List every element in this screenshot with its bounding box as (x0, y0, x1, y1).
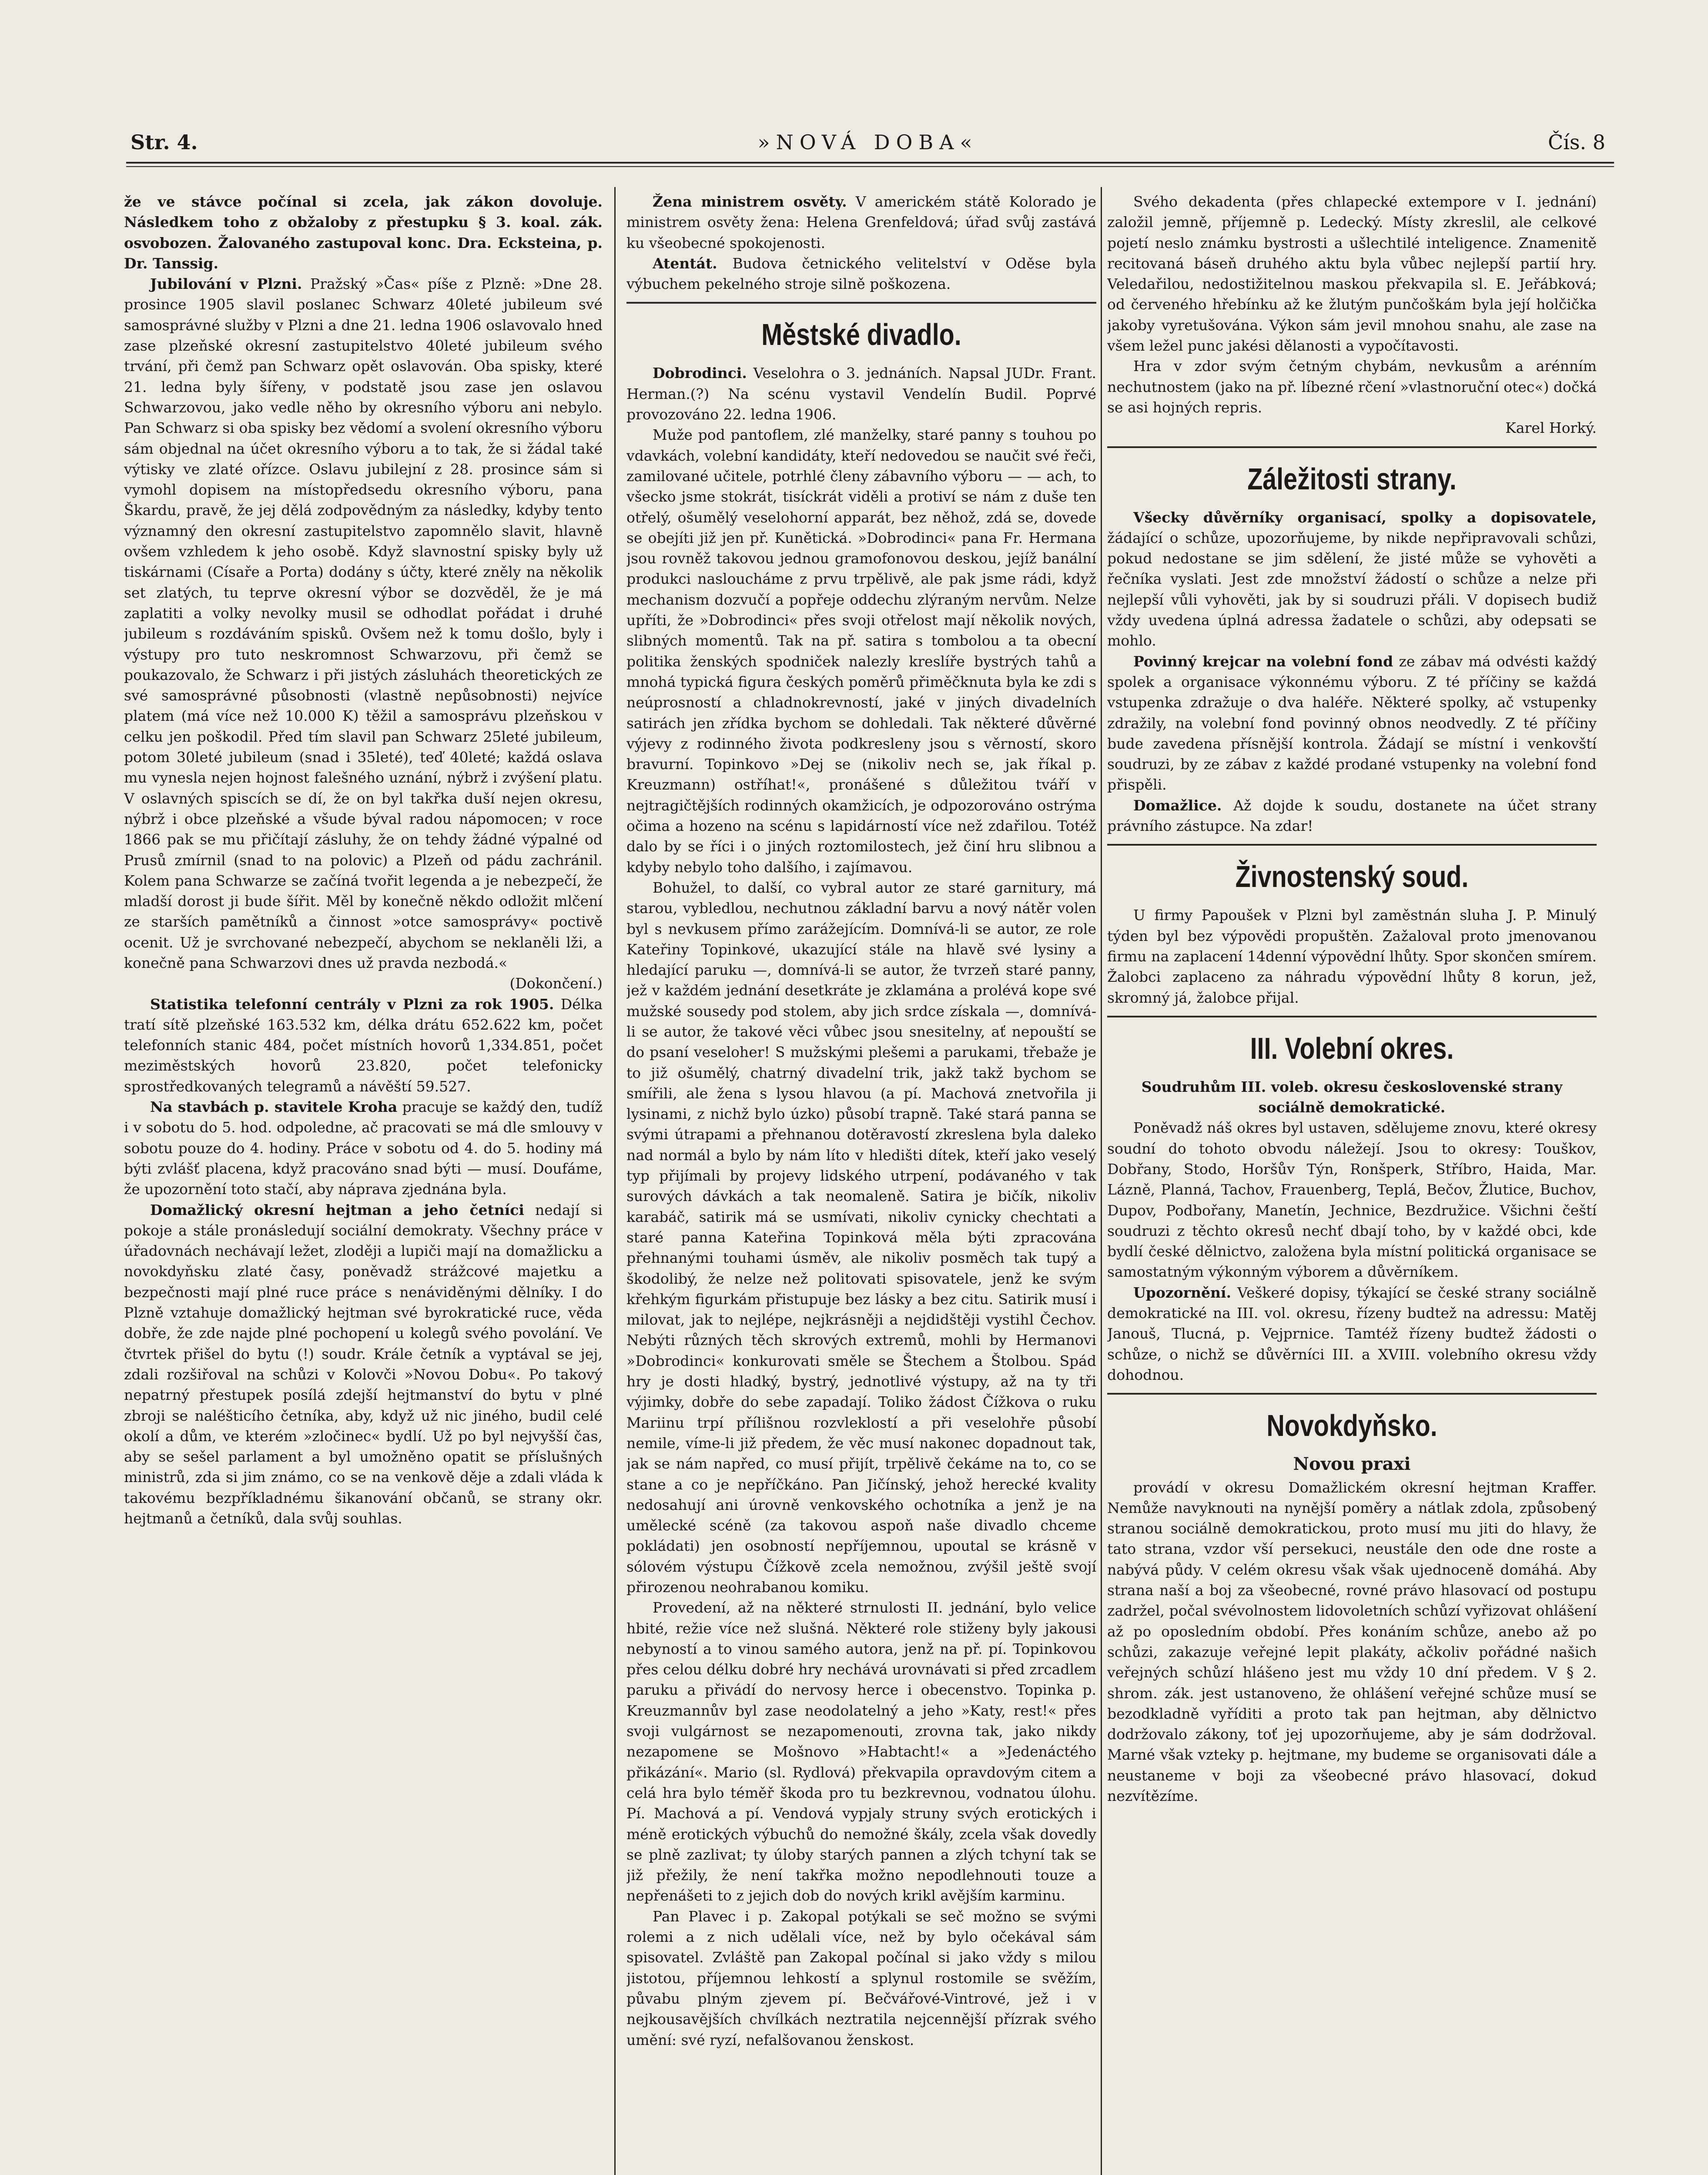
article-jubilee (124, 274, 603, 973)
section-heading-theatre: Městské divadlo. (761, 318, 961, 352)
section-rule (1107, 844, 1597, 846)
column-2 (626, 191, 1096, 2175)
article-body: Až dojde k soudu, dostanete na účet strany právního zástupce. Na zdar! (1107, 796, 1597, 835)
article-title: Upozornění. (1133, 1284, 1232, 1301)
column-divider (1101, 187, 1102, 2175)
review-paragraph: Provedení, až na některé strnulosti II. jednání, bylo velice hbité, režie více než slušná. Některé role stiženy byly jakousi nebyností a to vinou samého autora, jenž na př. pí. Topinkovou přes celou délku dobré hry nechává urovnávati si před zrcadlem paruku a přivádí do nervosy herce i obecenstvo. Topinka p. Kreuzmannův byl zase neodolatelný a jeho »Katy, rest!« přes svoji vulgárnost se nezapomenouti, zrovna tak, jako nikdy nezapomene se Mošnovo »Habtacht!« a »Jedenáctého přikázání«. Mario (sl. Rydlová) překvapila opravdovým citem a celá hra bylo téměř škoda pro tu bezkrevnou, vodnatou úlohu. Pí. Machová a pí. Vendová vypjaly struny svých erotických i méně erotických výbuchů do nemožné škály, zcela však dovedly se plně zazlivat; ty úloby starých pannen a zlých tchyní tak se již přežily, že není takřka možno nepodlehnouti touze a nepřenášeti to z jejich dob do nových krikl avějším karminu. (626, 1599, 1096, 1904)
article-body: nedají si pokoje a stále pronásledují sociální demokraty. Všechny práce v úřadovnách nechávají ležet, zloději a lupiči mají na domažlicku a novokdyňsku zlaté časy, poněvadž strážcové majetku a bezpečnosti mají plné ruce práce s nenáviděnými dělníky. I do Plzně vztahuje domažlický hejtman své byrokratické ruce, věda dobře, že zde najde plné pochopení u kolegů svého povolání. Ve čtvrtek přišel do bytu (!) soudr. Krále četník a vyptával se jej, zdali rozšiřoval na schůzi v Kolovči »Novou Dobu«. Po takový nepatrný přestupek posílá zdejší hejtmanství do bytu v plné zbroji se naléšticího četníka, aby, když už nic jiného, budil celé okolí a dům, ve kterém »zločinec« bydlí. Už po byl nejvyšší čas, aby se sešel parlament a byl umožněno opatit se příslušných ministrů, zda si jim známo, co se na venkově děje a zdali vláda k takovému bezpříkladnému šikanování občanů, se strany okr. hejtmanů a četníků, dala svůj souhlas. (124, 1201, 603, 1527)
article-title: Domažlice. (1133, 796, 1222, 814)
article-title: Povinný krejcar na volební fond (1133, 652, 1393, 670)
article-body: V americkém státě Kolorado je ministrem osvěty žena: Helena Grenfeldová; úřad svůj zastává ku všeobecné spokojenosti. (626, 193, 1096, 251)
article-domazlice-note (1107, 795, 1597, 837)
section-rule (1107, 1016, 1597, 1017)
article-novokdynsko: provádí v okresu Domažlickém okresní hejtman Kraffer. Nemůže navyknouti na nynější poměry a nátlak zdola, způsobený stranou sociálně demokratickou, proto musí mu jiti do hlavy, že tato strana, vzdor vší persekuci, neustále den ode dne roste a nabývá půdy. V celém okresu však však ujednoceně domáhá. Aby strana naší a boj za všeobecné, rovné právo hlasovací od postupu zadržel, počal svévolnostem lidovoletních schůzí vyřizovat ohlášení až po oposledním období. Přes konáním schůze, anebo až po schůzi, zakazuje veřejné lepit plakáty, ačkoliv pořádné našich veřejných schůzí hlášeno jest mu vždy 10 dní předem. V § 2. shrom. zák. jest ustanoveno, že ohlášení veřejné schůze musí se bezodkladně vyříditi a proto tak pan hejtman, aby dělnictvo dodržovalo zákony, toť jej upozorňujeme, aby je sám dodržoval. Marné však vzteky p. hejtmane, my budeme se organisovati dále a neustaneme v boji za všeobecné právo hlasovací, dokud nezvítězíme. (1107, 1479, 1597, 1804)
page-header (131, 130, 1605, 159)
review-paragraph: Svého dekadenta (přes chlapecké extempore v I. jednání) založil jemně, příjemně p. Ledecký. Místy zkreslil, ale celkové pojetí neslo známku bystrosti a ušlechtilé inteligence. Znamenitě recitovaná báseň druhého aktu byla vůbec nejlepší partií hry. Veledařilou, nedostižitelnou maskou překvapila sl. E. Jeřábková; od červeného hřebínku až ke žlutým punčoškám byla její holčička jakoby vyretušována. Výkon sám jevil mnohou snahu, ale zase na všem ležel punc jakési dělanosti a vypočítavosti. (1107, 193, 1597, 355)
continuation-note: (Dokončení.) (509, 975, 603, 992)
article-intro: že ve stávce počínal si zcela, jak zákon dovoluje. Následkem toho z obžaloby z přestupku § 3. koal. zák. osvobozen. Žalovaného zastupoval konc. Dra. Ecksteina, p. Dr. Tanssig. (124, 193, 603, 272)
section-rule (626, 302, 1096, 304)
article-title: Jubilování v Plzni. (150, 275, 302, 293)
play-title: Dobrodinci. (653, 365, 747, 382)
newspaper-title: »NOVÁ DOBA« (757, 130, 978, 154)
section-heading-court: Živnostenský soud. (1235, 860, 1469, 894)
review-paragraph: Muže pod pantoflem, zlé manželky, staré panny s touhou po vdavkách, volební kandidáty, kteří nedovedou se naučit své řeči, zamilované učitele, potrhlé členy zábavního výboru — — ach, to všecko jsme stokrát, tisíckrát viděli a protiví se nám z duše ten otřelý, ošumělý veselohorní apparát, bez něhož, zdá se, dovede se obejíti již jen př. Kunětická. »Dobrodinci« pana Fr. Hermana jsou rovněž takovou jednou gramofonovou deskou, jejíž banální produkci nasloucháme z prvu trpělivě, ale pak jsme rádi, když mechanism dozvučí a popřeje oddechu zlýraným nervům. Nelze upříti, že »Dobrodinci« přes svoji otřelost mají několik nových, slibných momentů. Tak na př. satira s tombolou a ta obecní politika ženských spodniček nalezly kreslíře bystrých tahů a mnohá typická figura českých poměrů přiměčknuta byla ke zdi s neúprosností a chladnokrevností, jaké v jiných divadelních satirách jen zřídka bychom se dohledali. Tak některé důvěrné výjevy z rodinného života podkresleny jsou s věrností, skoro bravurní. Topinkovo »Dej se (nikoliv nech se, jak říkal p. Kreuzmann) ostříhat!«, pronášené s důležitou tváří v nejtragičtějších rodinných okamžicích, je odpozorováno ostrýma očima a hozeno na scénu s lapidárností více než zdařilou. Totéž dalo by se říci i o jiných roztomilostech, jež činí hru slibnou a kdyby nebylo toho dalšího, i zajímavou. (626, 426, 1096, 876)
section-rule (1107, 1393, 1597, 1395)
article-title: Žena ministrem osvěty. (653, 193, 847, 210)
header-rule-thin (126, 166, 1614, 167)
play-info (626, 363, 1096, 425)
article-kroh (124, 1097, 603, 1199)
play-details: Veselohra o 3. jednáních. Napsal JUDr. Frant. Herman.(?) Na scénu vystavil Vendelín Budil. Poprvé provozováno 22. ledna 1906. (626, 365, 1096, 423)
review-paragraph: Pan Plavec i p. Zakopal potýkali se seč možno se svými rolemi a z nich udělali více, než by bylo očekával sám spisovatel. Zvláště pan Zakopal počínal si jako vždy s milou jistotou, příjemnou lehkostí a splynul rostomile se svěžím, půvabu plným zjevem pí. Bečvářové-Vintrové, jež i v nejkousavějších chvílkách neztratila nejcennější přízrak svého umění: své ryzí, nefalšovanou ženskost. (626, 1907, 1096, 2048)
article-body: pracuje se každý den, tudíž i v sobotu do 5. hod. odpoledne, ač pracovati se má dle smlouvy v sobotu pouze do 4. hodiny. Práce v sobotu od 4. do 5. hodiny má býti zvlášť placena, když pracováno snad býti — musí. Doufáme, že upozornění toto stačí, aby náprava zjednána byla. (124, 1098, 603, 1198)
election-lead: Soudruhům III. voleb. okresu československé strany sociálně demokratické. (1141, 1078, 1563, 1116)
column-divider (614, 187, 616, 2175)
article-body: Délka tratí sítě plzeňské 163.532 km, délka drátu 652.622 km, počet telefonních stanic 484, počet místních hovorů 1,334.851, počet meziměstských hovorů 23.820, počet telefonicky sprostředkovaných telegramů a návěští 59.527. (124, 995, 603, 1095)
issue-number: Čís. 8 (1547, 130, 1605, 154)
review-paragraph: Bohužel, to další, co vybral autor ze staré garnitury, má starou, vybledlou, nechutnou základní barvu a nový nátěr volen byl s nevkusem přímo zarážejícím. Domnívá-li se autor, ze role Kateřiny Topinkové, ukazující stále na hlavě své lysiny a hledající paruku —, domnívá-li se autor, že tvrzeň staré panny, jež v každém jednání desetkráte je zklamána a prolévá kope své mužské sousedy pod stolem, aby jich srdce získala —, domnívá-li se autor, že takové věci vůbec jsou snesitelny, ať nepouští se do psaní veseloher! S mužskými plešemi a parukami, třebaže je to již ošumělý, chatrný divadelní trik, jakž takž bychom se smířili, ale žena s lysou hlavou (a pí. Machová znetvořila ji lysinami, z nichž bylo úzko) působí trapně. Také stará panna se svými útrapami a přehnanou dotěravostí zkreslena byla daleko nad normál a bylo by nám líto v hledišti dítek, kteří jako veselý typ přijímali by projevy lidského utrpení, podávaného v tak surových dávkách a tak neomaleně. Satira je bičík, nikoliv karabáč, satirik má se usmívati, nikoliv cynicky chechtati a staré panna Kateřina Topinková měla býti zpracována přehnanými touhami úsměv, ale nikoliv posměch tak tupý a škodolibý, že nelze než politovati spisovatele, jenž ke svým křehkým figurkám přistupuje bez lásky a bez citu. Satirik musí i milovat, jak to nejlépe, nejkrásněji a nejdidštěji vystihl Čechov. Nebýti různých těch skrových extremů, mohli by Hermanovi »Dobrodinci« konkurovati směle se Štechem a Štolbou. Spád hry je dosti hladký, bystrý, jednotlivé výstupy, až na ty tři výjimky, dobře do sebe zapadají. Toliko žádost Čížkova o ruku Mariinu trpí přílišnou rozvleklostí a při veselohře působí nemile, víme-li již předem, že věc musí nakonec dopadnout tak, jak se nám napřed, co musí přijít, trpělivě čekáme na to, co se stane a co je nepříčkáno. Pan Jičínský, jehož herecké kvality nedosahují ani úrovně venkovského ochotníka a jenž je na umělecké scéně (za takovou aspoň naše divadlo chceme pokládati) jen osobností nepříjemnou, upoutal se krásně v sólovém výstupu Čížkově zcela nemožnou, zvýšil ještě svojí přirozenou neohrabanou komiku. (626, 879, 1096, 1596)
page-number: Str. 4. (131, 130, 198, 154)
review-signature: Karel Horký. (1505, 419, 1597, 437)
article-woman-minister (626, 191, 1096, 253)
article-title: Statistika telefonní centrály v Plzni za rok 1905. (150, 995, 554, 1013)
section-rule (1107, 446, 1597, 448)
header-rule (126, 162, 1614, 164)
article-body: Veškeré dopisy, týkající se české strany sociálně demokratické na III. vol. okresu, řízeny budtež na adressu: Matěj Janouš, Tlucná, p. Vejprnice. Tamtéž řízeny budtež žádosti o schůze, o nichž se důvěrníci III. a XVIII. volebního okresu vždy dohodnou. (1107, 1284, 1597, 1383)
section-heading-party: Záležitosti strany. (1247, 462, 1457, 496)
article-body: Budova četnického velitelství v Oděse byla výbuchem pekelného stroje silně poškozena. (626, 254, 1096, 293)
article-fund (1107, 651, 1597, 795)
article-election: Poněvadž náš okres byl ustaven, sdělujeme znovu, které okresy soudní do tohoto obvodu náležejí. Jsou to okresy: Touškov, Dobřany, Stodo, Horšův Týn, Ronšperk, Stříbro, Haida, Mar. Lázně, Planná, Tachov, Frauenberg, Teplá, Bečov, Žlutice, Buchov, Dupov, Podbořany, Manetín, Jechnice, Bezdružice. Všichni čeští soudruzi z těchto okresů nechť dbají toho, by v každé obci, kde bydlí české dělnictvo, založena byla místní politická organisace se samostatným výkonným výborem a důvěrníkem. (1107, 1119, 1597, 1281)
review-paragraph: Hra v zdor svým četným chybám, nevkusům a arénním nechutnostem (jako na př. líbezné rčení »vlastnoruční otec«) dočká se asi hojných repris. (1107, 358, 1597, 416)
article-domazlice (124, 1200, 603, 1529)
article-court: U firmy Papoušek v Plzni byl zaměstnán sluha J. P. Minulý týden byl bez výpovědi propuštěn. Zažaloval proto jmenovanou firmu na zaplacení 14denní výpovědní lhůty. Spor skončen smírem. Žalobci zaplaceno za náhradu výpovědní lhůty 8 korun, jež, skromný já, žalobce přijal. (1107, 907, 1597, 1006)
article-party (1107, 507, 1597, 651)
section-heading-election: III. Volební okres. (1250, 1031, 1454, 1065)
article-body: Pražský »Čas« píše z Plzně: »Dne 28. prosince 1905 slavil poslanec Schwarz 40leté jubileum své samosprávné služby v Plzni a dne 21. ledna 1906 oslavovalo hned zase plzeňské okresní zastupitelstvo 40leté jubileum svého trvání, při čemž pan Schwarz opět oslavován. Oba spisky, které 21. ledna byly šířeny, v podstatě jsou zase jen oslavou Schwarzovou, jako vedle něho by okresního výboru ani nebylo. Pan Schwarz si oba spisky bez vědomí a svolení okresního výboru sám objednal na účet okresního výboru a to tak, že si žádal také výtisky ve zlaté ořízce. Oslavu jubilejní z 28. prosince sám si vymohl dopisem na místopředsedu okresního výboru, pana Škardu, pravě, že jej dělá zodpovědným za následky, kdyby tento významný den okresní zastupitelstvo zapomnělo slavit, hlavně ovšem vzhledem k jeho osobě. Když slavnostní spisky byly už tiskárnami (Císaře a Porta) dodány s účty, které zněly na několik set zlatých, tu teprve okresní výbor se dozvěděl, že je má zaplatiti a volky nevolky musil se odhodlat pořádat i druhé jubileum s rozdáváním spisků. Ovšem než k tomu došlo, byly i výstupy pro tuto neskromnost Schwarzovu, při čemž se poukazovalo, že Schwarz i při jistých zásluhách theoretických ze své samosprávné působnosti (vlastně nepůsobnosti) nejvíce platem (má více než 10.000 K) těžil a samosprávu plzeňskou v celku jen poškodil. Před tím slavil pan Schwarz 25leté jubileum, potom 30leté jubileum (snad i 35leté), teď 40leté; každá oslava mu vynesla nejen hojnost falešného uznání, nýbrž i zvýšení platu. V oslavných spiscích se dí, že on byl takřka duší nejen okresu, nýbrž i obce plzeňské a všude býval radou nápomocen; v roce 1866 pak se mu přičítají zásluhy, že on tehdy žádné výpalné od Prusů zmírnil (snad to na polovic) a Plzeň od pádu zachránil. Kolem pana Schwarze se začíná tvořit legenda a je nebezpečí, že mladší dorost ji bude šířit. Měl by konečně někdo odložit mlčení ze starších pamětníků a činnost »otce samosprávy« poctivě ocenit. Už je svrchované nebezpečí, abychom se neklaněli lži, a konečně pana Schwarzovi dnes už pravda nezbodá.« (124, 275, 603, 971)
article-body: žádající o schůze, upozorňujeme, by nikde nepřipravovali schůzi, pokud nedostane se jim sdělení, že jisté může se vyhověti a řečníka vyslati. Jest zde množství žádostí o schůze a nelze při nejlepší vůli vyhověti, jak by si soudruzi přáli. V dopisech budiž vždy uvedena úplná adressa žadatele o schůzi, aby odepsati se mohlo. (1107, 529, 1597, 649)
article-lead: Všecky důvěrníky organisací, spolky a dopisovatele, (1133, 509, 1597, 526)
article-atentat (626, 253, 1096, 294)
column-1 (124, 191, 603, 2175)
article-notice (1107, 1282, 1597, 1385)
article-body: ze zábav má odvésti každý spolek a organisace výkonnému výboru. Z té příčiny se každá vstupenka zdražuje o dva haléře. Některé spolky, ač vstupenky zdražily, na volební fond povinný obnos neodvedly. Z té příčiny bude zavedena přísnější kontrola. Žádají se místní i venkovští soudruzi, by ze zábav z každé prodané vstupenky na volební fond přispěli. (1107, 652, 1597, 793)
article-title: Na stavbách p. stavitele Kroha (150, 1098, 398, 1116)
article-subtitle: Novou praxi (1293, 1454, 1411, 1475)
article-telephone (124, 994, 603, 1097)
column-3 (1107, 191, 1597, 2175)
section-heading-novokdynsko: Novokdyňsko. (1266, 1409, 1437, 1443)
article-title: Atentát. (653, 254, 717, 272)
article-title: Domažlický okresní hejtman a jeho četníci (150, 1201, 524, 1218)
